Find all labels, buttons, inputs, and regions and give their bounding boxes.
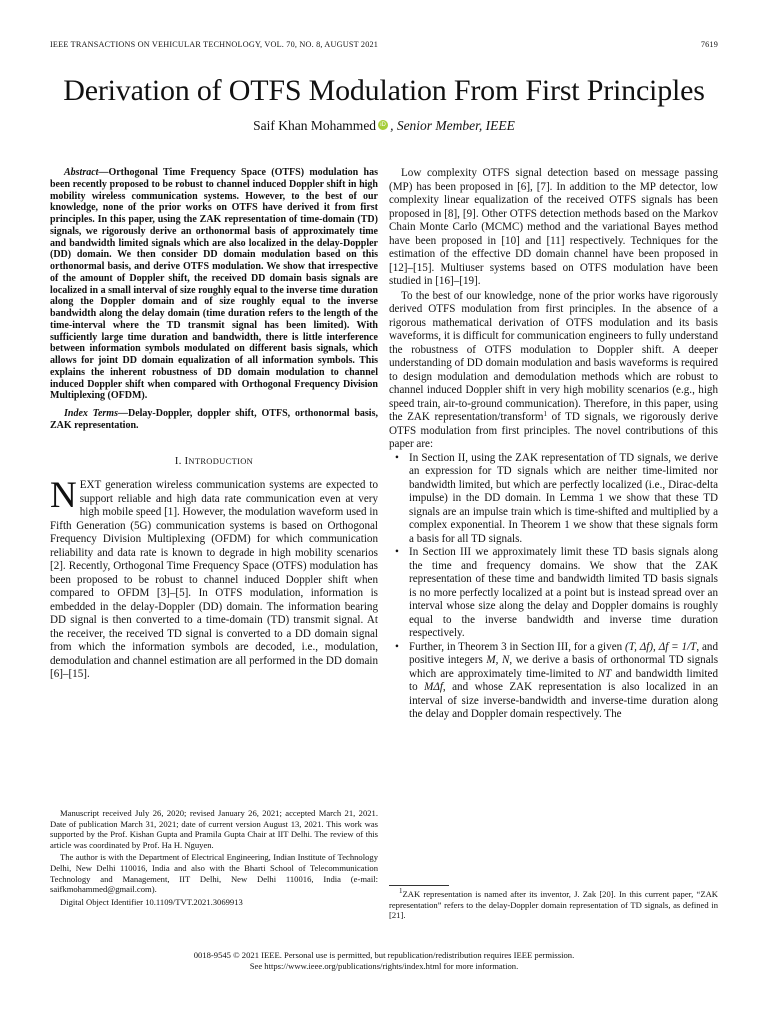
page-number: 7619	[700, 40, 718, 49]
left-footnotes	[50, 808, 378, 909]
math-expression: Δf = 1/T	[658, 640, 697, 653]
section-title-rest: NTRODUCTION	[188, 455, 254, 466]
right-footnote	[389, 885, 718, 921]
abstract-lead: Abstract	[64, 167, 99, 178]
copyright-notice	[0, 950, 768, 972]
math-expression: (T, Δf)	[625, 640, 654, 653]
author-role: , Senior Member, IEEE	[390, 118, 515, 133]
contribution-item: • In Section III we approximately limit these TD basis signals along the time and frequency domains. We show that the ZAK representation of these time and bandwidth limited TD basis signals is no more perfectly localized at a point but is instead spread over an interval whose size along the delay and Doppler domains is roughly equal to the inverse bandwidth and inverse time duration respectively.	[389, 546, 718, 641]
index-terms-text: —Delay-Doppler, doppler shift, OTFS, orthonormal basis, ZAK representation.	[50, 408, 378, 431]
math-expression: MΔf	[424, 681, 443, 693]
copyright-line-1: 0018-9545 © 2021 IEEE. Personal use is permitted, but republication/redistribution requires IEEE permission.	[193, 950, 575, 960]
right-paragraph-2-text-a: To the best of our knowledge, none of the prior works have rigorously derived OTFS modulation from first principles. In the absence of a rigorous mathematical derivation of OTFS modulation and its basis waveforms, it is difficult for communication engineers to fully understand the robustness of OTFS modulation to Doppler shift. A deeper understanding of DD domain modulation and basis waveforms is required to design modulation and demodulation methods which are robust to channel induced Doppler shift in very high mobility scenarios (e.g., high speed train, air-to-ground communication). Therefore, in this paper, using the ZAK representation/transform	[389, 289, 718, 423]
footnote-affiliation: The author is with the Department of Electrical Engineering, Indian Institute of Technology Delhi, New Delhi 110016, India and also with the Bharti School of Telecommunication Technology and Management, IIT Delhi, New Delhi 110016, India (e-mail: saifkmohammed@gmail.com).	[50, 852, 378, 895]
contribution-item	[389, 641, 718, 722]
drop-cap: N	[50, 475, 77, 516]
section-heading-introduction	[50, 455, 378, 469]
right-column	[389, 167, 718, 722]
right-paragraph-2-text-b: of TD signals, we rigorously derive OTFS modulation from first principles. The novel contributions of this paper are:	[389, 411, 718, 450]
footnote-manuscript: Manuscript received July 26, 2020; revised January 26, 2021; accepted March 21, 2021. Date of publication March 31, 2021; date of current version August 13, 2021. This work was supported by the Prof. Kishan Gupta and Pramila Gupta Chair at IIT Delhi. The review of this article was coordinated by Prof. Ha H. Nguyen.	[50, 808, 378, 850]
footnote-rule	[389, 885, 449, 886]
contribution-text: , we derive a basis of orthonormal TD signals which are approximately time-limited to	[409, 654, 719, 680]
footnote-ref-1[interactable]: 1	[543, 410, 548, 418]
abstract-text: —Orthogonal Time Frequency Space (OTFS) modulation has been recently proposed to be robust to channel induced Doppler shift in high mobility wireless communication systems. However, to the best of our knowledge, none of the prior works on OTFS have derived it from first principles. In this paper, using the ZAK representation of time-domain (TD) signals, we rigorously derive an orthonormal basis of approximately time and bandwidth limited signals which are also localized in the delay-Doppler (DD) domain. We then consider DD domain modulation based on this orthonormal basis, and derive OTFS modulation. We show that irrespective of the amount of Doppler shift, the received DD domain basis signals are localized in a small interval of size roughly equal to the inverse time duration along the Doppler domain and of size roughly equal to the inverse bandwidth along the delay domain (time duration refers to the length of the time-interval where the TD transmit signal has been limited). With sufficiently large time duration and bandwidth, there is little interference between information symbols modulated on different basis signals, which allows for joint DD domain equalization of all information symbols. This explains the inherent robustness of DD domain modulation to channel induced Doppler shift when compared with Orthogonal Frequency Division Multiplexing (OFDM).	[50, 167, 378, 402]
contribution-text: and bandwidth limited to	[409, 667, 718, 693]
left-column	[50, 167, 378, 682]
author-name: Saif Khan Mohammed	[253, 118, 377, 133]
section-numeral: I.	[174, 455, 182, 467]
contributions-list	[389, 452, 718, 722]
footnote-mark: 1	[399, 887, 403, 895]
index-terms-lead: Index Terms	[64, 408, 118, 419]
abstract	[50, 167, 378, 402]
right-paragraph-2	[389, 290, 718, 452]
intro-paragraph	[50, 475, 378, 682]
contribution-text: Further, in Theorem 3 in Section III, for a given	[409, 640, 626, 653]
right-paragraph-1: Low complexity OTFS signal detection based on message passing (MP) has been proposed in [6], [7]. In addition to the MP detector, low complexity linear equalization of the received OTFS signals has been proposed in [8], [9]. Other OTFS detection methods based on the Markov Chain Monte Carlo (MCMC) method and the variational Bayes method have been proposed in [10] and [11] respectively. Techniques for the estimation of the effective DD domain channel have been proposed in [12]–[15]. Multiuser systems based on OTFS modulation have been studied in [16]–[19].	[389, 167, 718, 287]
contribution-text: , and positive integers	[409, 640, 718, 666]
footnote-zak	[389, 889, 718, 921]
footnote-doi: Digital Object Identifier 10.1109/TVT.2021.3069913	[60, 896, 243, 907]
index-terms	[50, 408, 378, 432]
contribution-text: ,	[653, 640, 659, 653]
section-initial: I	[184, 455, 189, 467]
copyright-line-2[interactable]: See https://www.ieee.org/publications/rights/index.html for more information.	[249, 960, 519, 971]
running-header	[50, 40, 718, 49]
footnote-zak-text: ZAK representation is named after its inventor, J. Zak [20]. In this current paper, “ZAK representation” refers to the delay-Doppler domain representation of TD signals, as defined in [21].	[389, 889, 718, 921]
intro-text: EXT generation wireless communication systems are expected to support reliable and high data rate communication even at very high mobile speed [1]. However, the modulation waveform used in Fifth Generation (5G) communication systems is based on Orthogonal Frequency Division Multiplexing (OFDM) for which communication reliability and data rate is known to degrade in high mobility scenarios [2]. Recently, Orthogonal Time Frequency Space (OTFS) modulation has been proposed to be robust to channel induced Doppler shift when compared to OFDM [3]–[5]. In OTFS modulation, information is embedded in the delay-Doppler (DD) domain. The information bearing DD signal is then converted to a time-domain (TD) transmit signal. At the receiver, the received TD signal is converted to a DD domain signal from which the information symbols are decoded, i.e., modulation, demodulation and channel estimation are all performed in the DD domain [6]–[15].	[50, 479, 378, 680]
journal-name: IEEE TRANSACTIONS ON VEHICULAR TECHNOLOGY, VOL. 70, NO. 8, AUGUST 2021	[50, 40, 379, 49]
orcid-icon[interactable]: iD	[378, 120, 388, 130]
contribution-item: • In Section II, using the ZAK representation of TD signals, we derive an expression for TD signals which are neither time-limited nor bandwidth limited, but which are perfectly localized (i.e., Dirac-delta impulse) in the DD domain. In Lemma 1 we show that these TD signals are an impulse train which is time-shifted and multiplied by a complex exponential. In Theorem 1 we show that these signals form a basis for all TD signals.	[389, 452, 718, 547]
math-expression: M, N	[486, 654, 510, 666]
paper-title: Derivation of OTFS Modulation From First Principles	[63, 74, 705, 107]
contribution-text: , and whose ZAK representation is also localized in an interval of size inverse-bandwidth and inverse-time duration along the delay and Doppler domain respectively. The	[409, 681, 719, 720]
author-line	[0, 118, 768, 134]
math-expression: NT	[597, 667, 612, 680]
